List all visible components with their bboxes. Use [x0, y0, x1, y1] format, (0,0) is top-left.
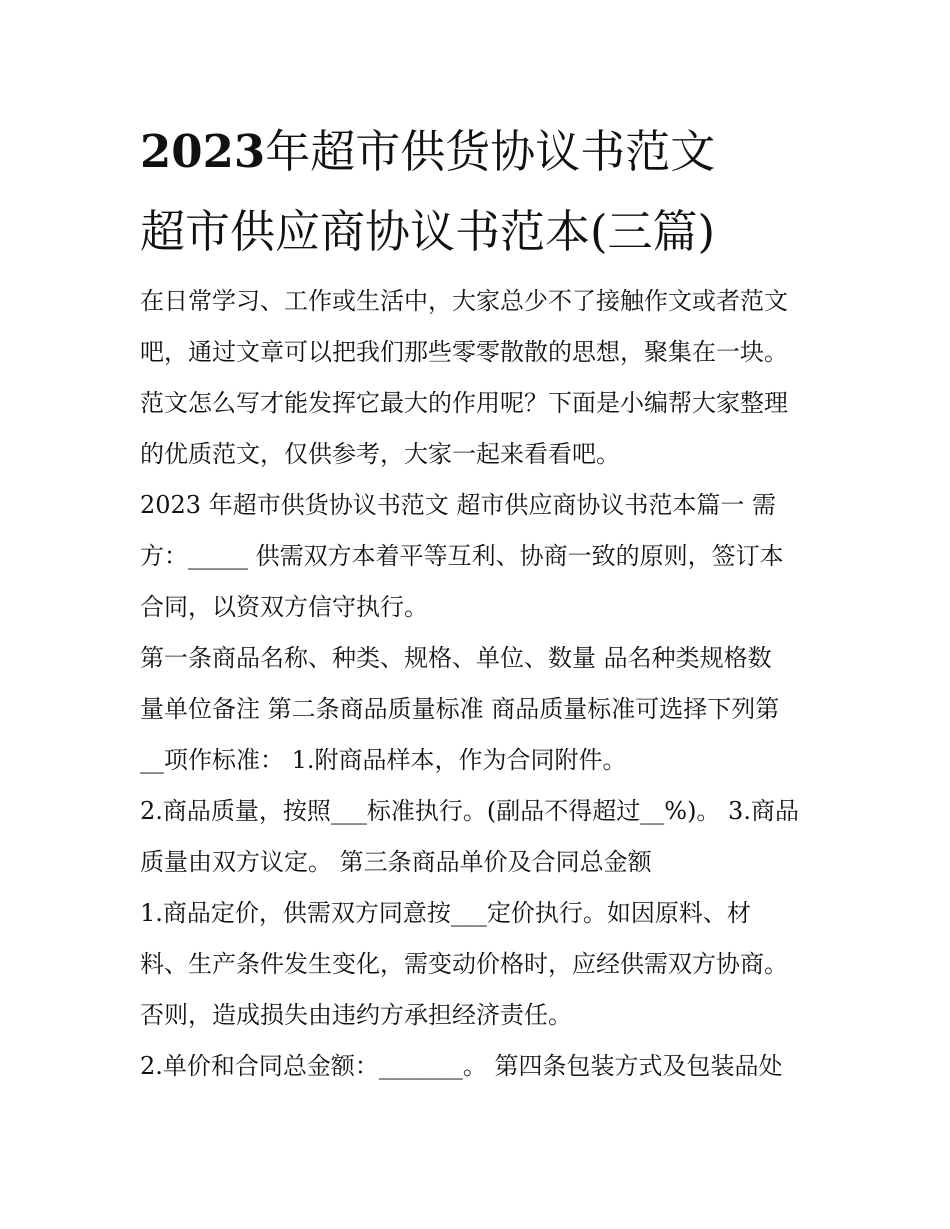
body-line: __项作标准： 1.附商品样本，作为合同附件。: [140, 746, 627, 774]
body-line: 量单位备注 第二条商品质量标准 商品质量标准可选择下列第: [140, 695, 780, 723]
body-line: 范文怎么写才能发挥它最大的作用呢？下面是小编帮大家整理: [140, 389, 788, 417]
body-line: 否则，造成损失由违约方承担经济责任。: [140, 1001, 572, 1029]
document-body: [140, 276, 820, 1092]
title-year: 2023: [140, 125, 266, 178]
title-line-1-text: 年超市供货协议书范文: [265, 125, 716, 178]
body-line: 料、生产条件发生变化，需变动价格时，应经供需双方协商。: [140, 950, 788, 978]
title-line-1: [140, 112, 840, 192]
title-line-2: 超市供应商协议书范本(三篇): [140, 205, 716, 258]
body-line: 方：_____ 供需双方本着平等互利、协商一致的原则，签订本: [140, 542, 784, 570]
body-line: 的优质范文，仅供参考，大家一起来看看吧。: [140, 440, 620, 468]
body-line: 2.商品质量，按照___标准执行。(副品不得超过__%)。 3.商品: [140, 797, 799, 825]
body-line: 质量由双方议定。 第三条商品单价及合同总金额: [140, 848, 652, 876]
body-line: 合同，以资双方信守执行。: [140, 593, 428, 621]
body-line: 在日常学习、工作或生活中，大家总少不了接触作文或者范文: [140, 287, 788, 315]
document-title: [140, 112, 840, 272]
body-line: 第一条商品名称、种类、规格、单位、数量 品名种类规格数: [140, 644, 772, 672]
body-line: 2.单价和合同总金额：_______。 第四条包装方式及包装品处: [140, 1052, 783, 1080]
body-line: 2023 年超市供货协议书范文 超市供应商协议书范本篇一 需: [140, 491, 776, 519]
body-line: 1.商品定价，供需双方同意按___定价执行。如因原料、材: [140, 899, 751, 927]
body-line: 吧，通过文章可以把我们那些零零散散的思想，聚集在一块。: [140, 338, 788, 366]
